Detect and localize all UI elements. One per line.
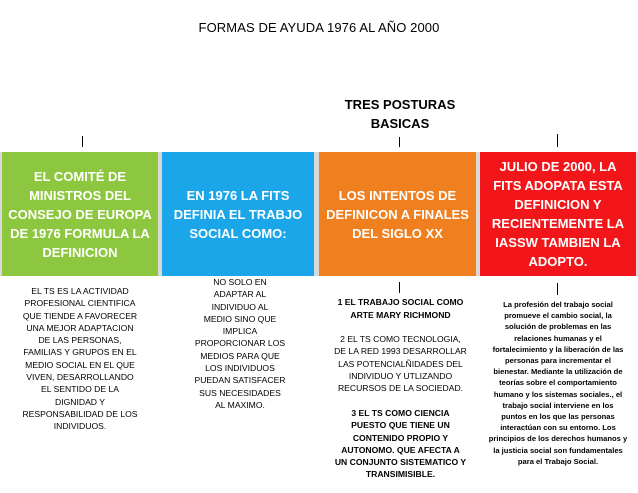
box-julio-2000 [480,152,636,276]
connector-tick-3-top [399,137,400,147]
connector-tick-4-top [557,134,558,147]
description-intentos-part3: 3 EL TS COMO CIENCIA PUESTO QUE TIENE UN CONTENIDO PROPIO Y AUTONOMO. QUE AFECTA A UN CONJUNTO SISTEMATICO Y TRANSIMISIBLE. [334,407,467,480]
box-fits-1976 [162,152,314,276]
description-comite: EL TS ES LA ACTIVIDAD PROFESIONAL CIENTIFICA QUE TIENDE A FAVORECER UNA MEJOR ADAPTACION DE LAS PERSONAS, FAMILIAS Y GRUPOS EN EL MEDIO SOCIAL EN EL QUE VIVEN, DESARROLLANDO EL SENTIDO DE LA DIGNIDAD Y RESPONSABILIDAD DE LOS INDIVIDUOS. [22,286,138,432]
box-intentos-definicion [319,152,476,276]
box-comite-ministros [2,152,158,276]
description-fits-1976: NO SOLO EN ADAPTAR AL INDIVIDUO AL MEDIO SINO QUE IMPLICA PROPORCIONAR LOS MEDIOS PARA QUE LOS INDIVIDUOS PUEDAN SATISFACER SUS NECESIDADES AL MAXIMO. [194,277,286,410]
connector-tick-1-top [82,136,83,147]
box-julio-2000-text: JULIO DE 2000, LA FITS ADOPATA ESTA DEFINICION Y RECIENTEMENTE LA IASSW TAMBIEN LA ADOPTO. [491,159,625,269]
box-intentos-definicion-text: LOS INTENTOS DE DEFINICON A FINALES DEL SIGLO XX [326,187,469,241]
description-intentos [322,284,479,493]
tres-posturas-label: TRES POSTURAS BASICAS [344,97,456,131]
box-fits-1976-text: EN 1976 LA FITS DEFINIA EL TRABJO SOCIAL COMO: [173,187,303,241]
description-intentos-part2: 2 EL TS COMO TECNOLOGIA, DE LA RED 1993 DESARROLLAR LAS POTENCIALÑIDADES DEL INDIVIDUO Y UTLIZANDO RECURSOS DE LA SOCIEDAD. [334,334,467,394]
diagram-title: FORMAS DE AYUDA 1976 AL AÑO 2000 [198,20,440,35]
connector-tick-4-bottom [557,283,558,295]
description-julio-2000: La profesión del trabajo social promueve el cambio social, la solución de problemas en las relaciones humanas y el fortalecimiento y la liberación de las personas para incrementar el bienestar. Mediante la utilización de teorías sobre el comportamiento humano y los sistemas sociales., el trabajo social interviene en los puntos en los que las personas interactúan con su entorno. Los principios de los derechos humanos y la justicia social son fundamentales para el Trabajo Social. [488,300,628,466]
description-intentos-part1: 1 EL TRABAJO SOCIAL COMO ARTE MARY RICHMOND [337,297,464,320]
box-comite-ministros-text: EL COMITÉ DE MINISTROS DEL CONSEJO DE EUROPA DE 1976 FORMULA LA DEFINICION [8,168,152,260]
